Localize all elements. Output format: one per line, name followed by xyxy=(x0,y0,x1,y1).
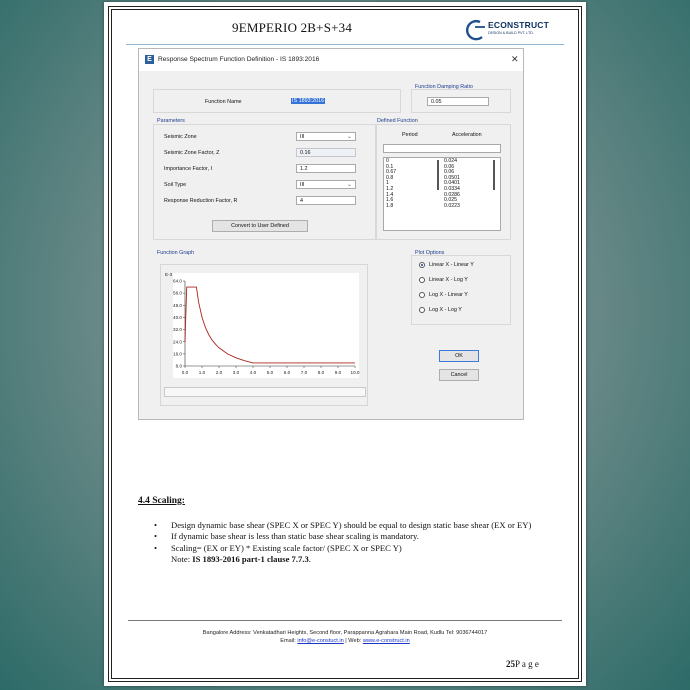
seismic-zone-label: Seismic Zone xyxy=(164,134,197,140)
ok-button[interactable]: OK xyxy=(439,350,479,362)
email-link[interactable]: info@e-constuct.in xyxy=(297,638,344,644)
acceleration-value[interactable]: 0.025 xyxy=(444,197,457,204)
radio-icon[interactable] xyxy=(419,307,425,313)
period-value[interactable]: 0.67 xyxy=(386,169,397,176)
plot-option-2[interactable] xyxy=(419,276,507,291)
plot-option-label: Log X - Linear Y xyxy=(429,292,468,298)
period-value[interactable]: 1.6 xyxy=(386,197,394,204)
x-tick-label: 8.0 xyxy=(317,370,325,375)
x-tick-label: 7.0 xyxy=(300,370,308,375)
y-tick-label: 32.0 xyxy=(173,327,182,333)
document-title: 9EMPERIO 2B+S+34 xyxy=(232,20,353,35)
reduction-factor-input[interactable]: 4 xyxy=(296,196,356,205)
period-header: Period xyxy=(402,132,418,138)
graph-section-title: Function Graph xyxy=(157,250,195,256)
soil-type-select[interactable] xyxy=(296,180,356,189)
plot-option-label: Log X - Log Y xyxy=(429,307,462,313)
parameters-section-title: Parameters xyxy=(157,118,185,124)
dialog-title: Response Spectrum Function Definition - IS 1893:2016 xyxy=(158,56,320,63)
period-value[interactable]: 1.8 xyxy=(386,202,394,209)
function-name-label: Function Name xyxy=(205,99,242,105)
acceleration-value[interactable]: 0.024 xyxy=(444,158,457,164)
web-link[interactable]: www.e-construct.in xyxy=(362,638,410,644)
plot-option-3[interactable] xyxy=(419,291,507,306)
footer-address: Bangalore Address: Venkatadhari Heights, Second floor, Parappanna Agrahara Main Road, Kudlu Tel: 9036744017 xyxy=(202,630,488,636)
period-value[interactable]: 1.2 xyxy=(386,185,394,192)
footer-rule xyxy=(128,620,562,621)
chevron-down-icon: ⌄ xyxy=(346,182,352,188)
period-value[interactable]: 0.1 xyxy=(386,163,394,170)
x-tick-label: 10.0 xyxy=(350,370,360,375)
radio-icon[interactable] xyxy=(419,262,425,268)
cancel-button[interactable]: Cancel xyxy=(439,369,479,381)
new-period-input[interactable] xyxy=(383,144,501,153)
plot-option-label: Linear X - Log Y xyxy=(429,277,468,283)
document-page xyxy=(104,2,586,686)
bullet-item: • Scaling= (EX or EY) * Existing scale factor/ (SPEC X or SPEC Y) xyxy=(154,542,402,553)
bullet-dot-icon: • xyxy=(154,542,158,553)
plot-option-label: Linear X - Linear Y xyxy=(429,262,474,268)
y-tick-label: 8.0 xyxy=(175,363,182,369)
soil-type-label: Soil Type xyxy=(164,182,187,188)
x-tick-label: 3.0 xyxy=(232,370,240,375)
function-name-group xyxy=(153,89,401,113)
acceleration-value[interactable]: 0.0334 xyxy=(444,185,460,192)
reduction-factor-label: Response Reduction Factor, R xyxy=(164,198,238,204)
section-heading: 4.4 Scaling: xyxy=(138,496,185,506)
x-tick-label: 0.0 xyxy=(181,370,189,375)
acceleration-value[interactable]: 0.06 xyxy=(444,169,455,176)
footer-contact: Email: info@e-constuct.in | Web: www.e-construct.in xyxy=(280,638,410,644)
x-tick-label: 2.0 xyxy=(215,370,223,375)
acceleration-value[interactable]: 0.0223 xyxy=(444,202,460,209)
y-tick-label: 64.0 xyxy=(173,278,182,284)
zone-factor-label: Seismic Zone Factor, Z xyxy=(164,150,220,156)
soil-type-value: III xyxy=(300,182,305,188)
plot-options-list xyxy=(419,261,507,321)
header-rule xyxy=(126,44,564,45)
chevron-down-icon: ⌄ xyxy=(346,134,352,140)
plot-option-4[interactable] xyxy=(419,306,507,321)
graph-scrollbar[interactable] xyxy=(164,387,366,397)
x-tick-label: 5.0 xyxy=(266,370,274,375)
period-value[interactable]: 1.4 xyxy=(386,191,394,198)
zone-factor-field: 0.16 xyxy=(296,148,356,157)
x-tick-label: 6.0 xyxy=(283,370,291,375)
close-icon[interactable]: ✕ xyxy=(511,54,519,64)
acceleration-value[interactable]: 0.06 xyxy=(444,163,455,170)
list-scroll-thumb[interactable] xyxy=(437,160,439,190)
y-tick-label: 56.0 xyxy=(173,290,182,296)
period-value[interactable]: 0 xyxy=(386,158,389,164)
bullet-dot-icon: • xyxy=(154,520,158,530)
logo-tagline: DESIGN & BUILD PVT. LTD. xyxy=(488,31,534,35)
bullet-dot-icon: • xyxy=(154,531,158,542)
acceleration-value[interactable]: 0.0286 xyxy=(444,191,460,198)
seismic-zone-value: III xyxy=(300,134,305,140)
clause-note: Note: IS 1893-2016 part-1 clause 7.7.3. xyxy=(171,554,311,565)
function-name-value: IS 1893:2016 xyxy=(292,98,325,104)
x-tick-label: 1.0 xyxy=(198,370,206,375)
convert-to-user-defined-button[interactable]: Convert to User Defined xyxy=(212,220,308,232)
x-tick-label: 4.0 xyxy=(249,370,257,375)
importance-factor-label: Importance Factor, I xyxy=(164,166,212,172)
period-column xyxy=(386,159,396,209)
function-name-input[interactable] xyxy=(291,97,325,105)
logo-name: ECONSTRUCT xyxy=(488,20,550,30)
x-tick-label: 9.0 xyxy=(334,370,342,375)
function-graph-chart xyxy=(161,261,365,385)
bullet-item: • Design dynamic base shear (SPEC X or SPEC Y) should be equal to design static base shear (EX or EY) xyxy=(154,520,532,530)
y-tick-label: 40.0 xyxy=(173,315,182,321)
defined-function-list[interactable] xyxy=(383,157,501,231)
damping-section-title: Function Damping Ratio xyxy=(415,84,473,90)
bullet-item: • If dynamic base shear is less than static base shear scaling is mandatory. xyxy=(154,531,419,542)
period-value[interactable]: 0.8 xyxy=(386,174,394,181)
response-spectrum-dialog xyxy=(138,48,524,420)
y-multiplier-label: E-3 xyxy=(165,272,173,277)
seismic-zone-select[interactable] xyxy=(296,132,356,141)
clause-reference: IS 1893-2016 part-1 clause 7.7.3 xyxy=(192,554,309,565)
plot-option-1[interactable] xyxy=(419,261,507,276)
importance-factor-input[interactable]: 1.2 xyxy=(296,164,356,173)
acceleration-header: Acceleration xyxy=(452,132,482,138)
list-scroll-thumb-2[interactable] xyxy=(493,160,495,190)
scaling-bullet-list xyxy=(154,520,554,565)
period-value[interactable]: 1 xyxy=(386,180,389,187)
plot-options-section-title: Plot Options xyxy=(415,250,445,256)
defined-function-section-title: Defined Function xyxy=(377,118,418,124)
plot-area xyxy=(173,273,359,378)
app-icon: E xyxy=(145,55,154,64)
acceleration-value[interactable]: 0.0401 xyxy=(444,180,460,187)
acceleration-column xyxy=(444,159,460,209)
page-number: 25P a g e xyxy=(506,659,539,669)
acceleration-value[interactable]: 0.0501 xyxy=(444,174,460,181)
radio-icon[interactable] xyxy=(419,277,425,283)
y-tick-label: 24.0 xyxy=(173,339,182,345)
damping-ratio-input[interactable]: 0.05 xyxy=(427,97,489,106)
y-tick-label: 16.0 xyxy=(173,351,182,357)
radio-icon[interactable] xyxy=(419,292,425,298)
y-tick-label: 48.0 xyxy=(173,302,182,308)
